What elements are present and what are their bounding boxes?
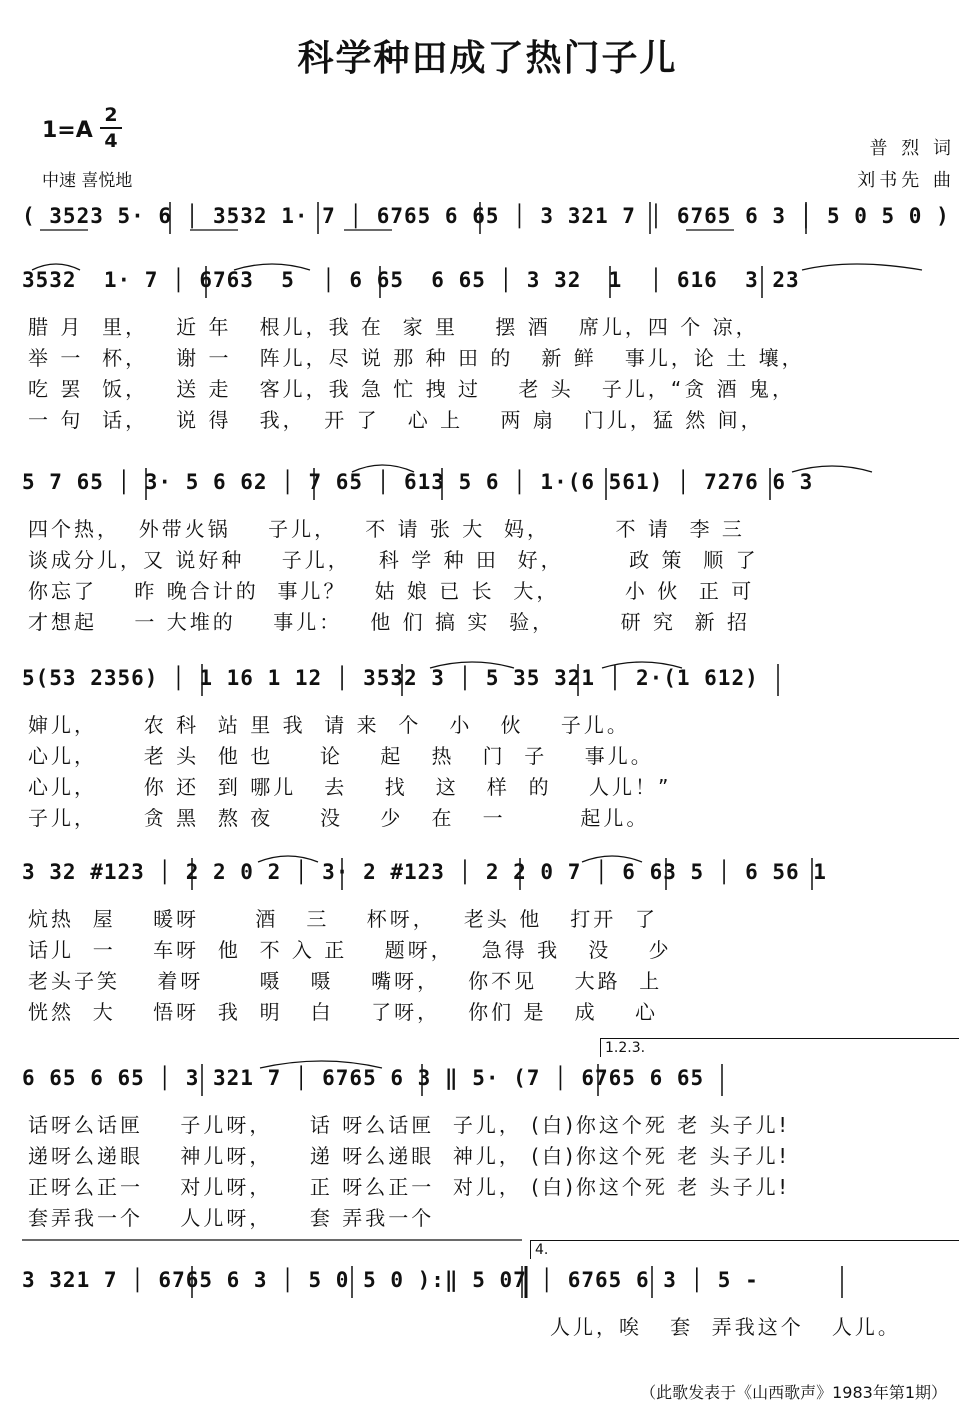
system-2-verse-4: 才想起 一 大堆的 事儿： 他 们 搞 实 验， 研 究 新 招 <box>28 610 751 634</box>
system-6 <box>22 1242 960 1352</box>
system-4-notes: 3 32 #123 │ 2 2 0 2 │ 3· 2 #123 │ 2 2 0 7 │ 6 63 5 │ 6 56 1 <box>22 860 827 884</box>
song-title: 科学种田成了热门子儿 <box>297 38 678 79</box>
system-1-verse-3: 吃 罢 饭， 送 走 客儿，我 急 忙 拽 过 老 头 子儿，“贪 酒 鬼， <box>28 377 795 401</box>
time-signature-bottom: 4 <box>104 130 118 152</box>
key-signature: 1=A <box>42 118 93 143</box>
system-5 <box>22 1040 960 1236</box>
tempo-marking: 中速 喜悦地 <box>42 171 133 191</box>
system-2-verse-2: 谈成分儿，又 说好种 子儿， 科 学 种 田 好， 政 策 顺 了 <box>28 548 759 572</box>
system-2-verse-3: 你忘了 昨 晚合计的 事儿？ 姑 娘 已 长 大， 小 伙 正 可 <box>28 579 755 603</box>
system-3-verse-2: 心儿， 老 头 他 也 论 起 热 门 子 事儿。 <box>28 744 654 768</box>
system-3-verse-4: 子儿， 贪 黑 熬 夜 没 少 在 一 起儿。 <box>28 806 650 830</box>
system-1-verse-1: 腊 月 里， 近 年 根儿，我 在 家 里 摆 酒 席儿，四 个 凉， <box>28 315 759 339</box>
publication-note: （此歌发表于《山西歌声》1983年第1期） <box>640 1383 947 1402</box>
volta-1-2-3: 1.2.3. <box>600 1038 959 1057</box>
system-5-notes: 6 65 6 65 │ 3 321 7 │ 6765 6 3 ‖ 5· (7 │ 6765 6 65 <box>22 1066 705 1090</box>
system-1-notes: 3532 1· 7 │ 6763 5 │ 6 65 6 65 │ 3 32 1 │ 616 3 23 <box>22 268 800 292</box>
system-2-verse-1: 四个热， 外带火锅 子儿， 不 请 张 大 妈， 不 请 李 三 <box>28 517 745 541</box>
system-6-notes: 3 321 7 │ 6765 6 3 │ 5 0 5 0 ):‖ 5 07 │ 6765 6 3 │ 5 - <box>22 1268 759 1292</box>
system-3-notes: 5(53 2356) │ 1 16 1 12 │ 3532 3 │ 5 35 321 │ 2·(1 612) <box>22 666 759 690</box>
system-3-verse-3: 心儿， 你 还 到 哪儿 去 找 这 样 的 人儿！” <box>28 775 672 799</box>
system-4-verse-4: 恍然 大 悟呀 我 明 白 了呀， 你们 是 成 心 <box>28 1000 659 1024</box>
system-1 <box>22 262 960 442</box>
lyricist-credit: 普 烈 词 <box>869 138 955 159</box>
system-4-verse-2: 话儿 一 车呀 他 不 入 正 题呀， 急得 我 没 少 <box>28 938 672 962</box>
intro-system <box>22 198 960 242</box>
system-5-verse-3: 正呀么正一 对儿呀， 正 呀么正一 对儿， (白)你这个死 老 头子儿! <box>28 1175 790 1199</box>
intro-notes: ( 3523 5· 6 │ 3532 1· 7 │ 6765 6 65 │ 3 321 7 │ 6765 6 3 │ 5 0 5 0 ) <box>22 204 950 228</box>
system-1-verse-4: 一 句 话， 说 得 我， 开 了 心 上 两 扇 门儿，猛 然 间， <box>28 408 764 432</box>
system-3 <box>22 660 960 840</box>
system-4-verse-3: 老头子笑 着呀 嗫 嗫 嘴呀， 你不见 大路 上 <box>28 969 663 993</box>
volta-4: 4. <box>530 1240 959 1259</box>
system-6-verse-4: 人儿，唉 套 弄我这个 人儿。 <box>550 1315 901 1339</box>
system-1-verse-2: 举 一 杯， 谢 一 阵儿，尽 说 那 种 田 的 新 鲜 事儿，论 土 壤， <box>28 346 805 370</box>
time-signature-top: 2 <box>104 104 118 126</box>
system-4-verse-1: 炕热 屋 暖呀 酒 三 杯呀， 老头 他 打开 了 <box>28 907 659 931</box>
system-5-verse-4: 套弄我一个 人儿呀， 套 弄我一个 <box>28 1206 435 1230</box>
time-signature <box>100 104 122 152</box>
system-3-verse-1: 婶儿， 农 科 站 里 我 请 来 个 小 伙 子儿。 <box>28 713 630 737</box>
system-2-notes: 5 7 65 │ 3· 5 6 62 │ 7 65 │ 613 5 6 │ 1·(6 561) │ 7276 6 3 <box>22 470 814 494</box>
system-4 <box>22 854 960 1034</box>
system-5-verse-1: 话呀么话匣 子儿呀， 话 呀么话匣 子儿， (白)你这个死 老 头子儿! <box>28 1113 790 1137</box>
system-2 <box>22 464 960 644</box>
composer-credit: 刘书先 曲 <box>857 170 955 191</box>
system-5-verse-2: 递呀么递眼 神儿呀， 递 呀么递眼 神儿， (白)你这个死 老 头子儿! <box>28 1144 790 1168</box>
